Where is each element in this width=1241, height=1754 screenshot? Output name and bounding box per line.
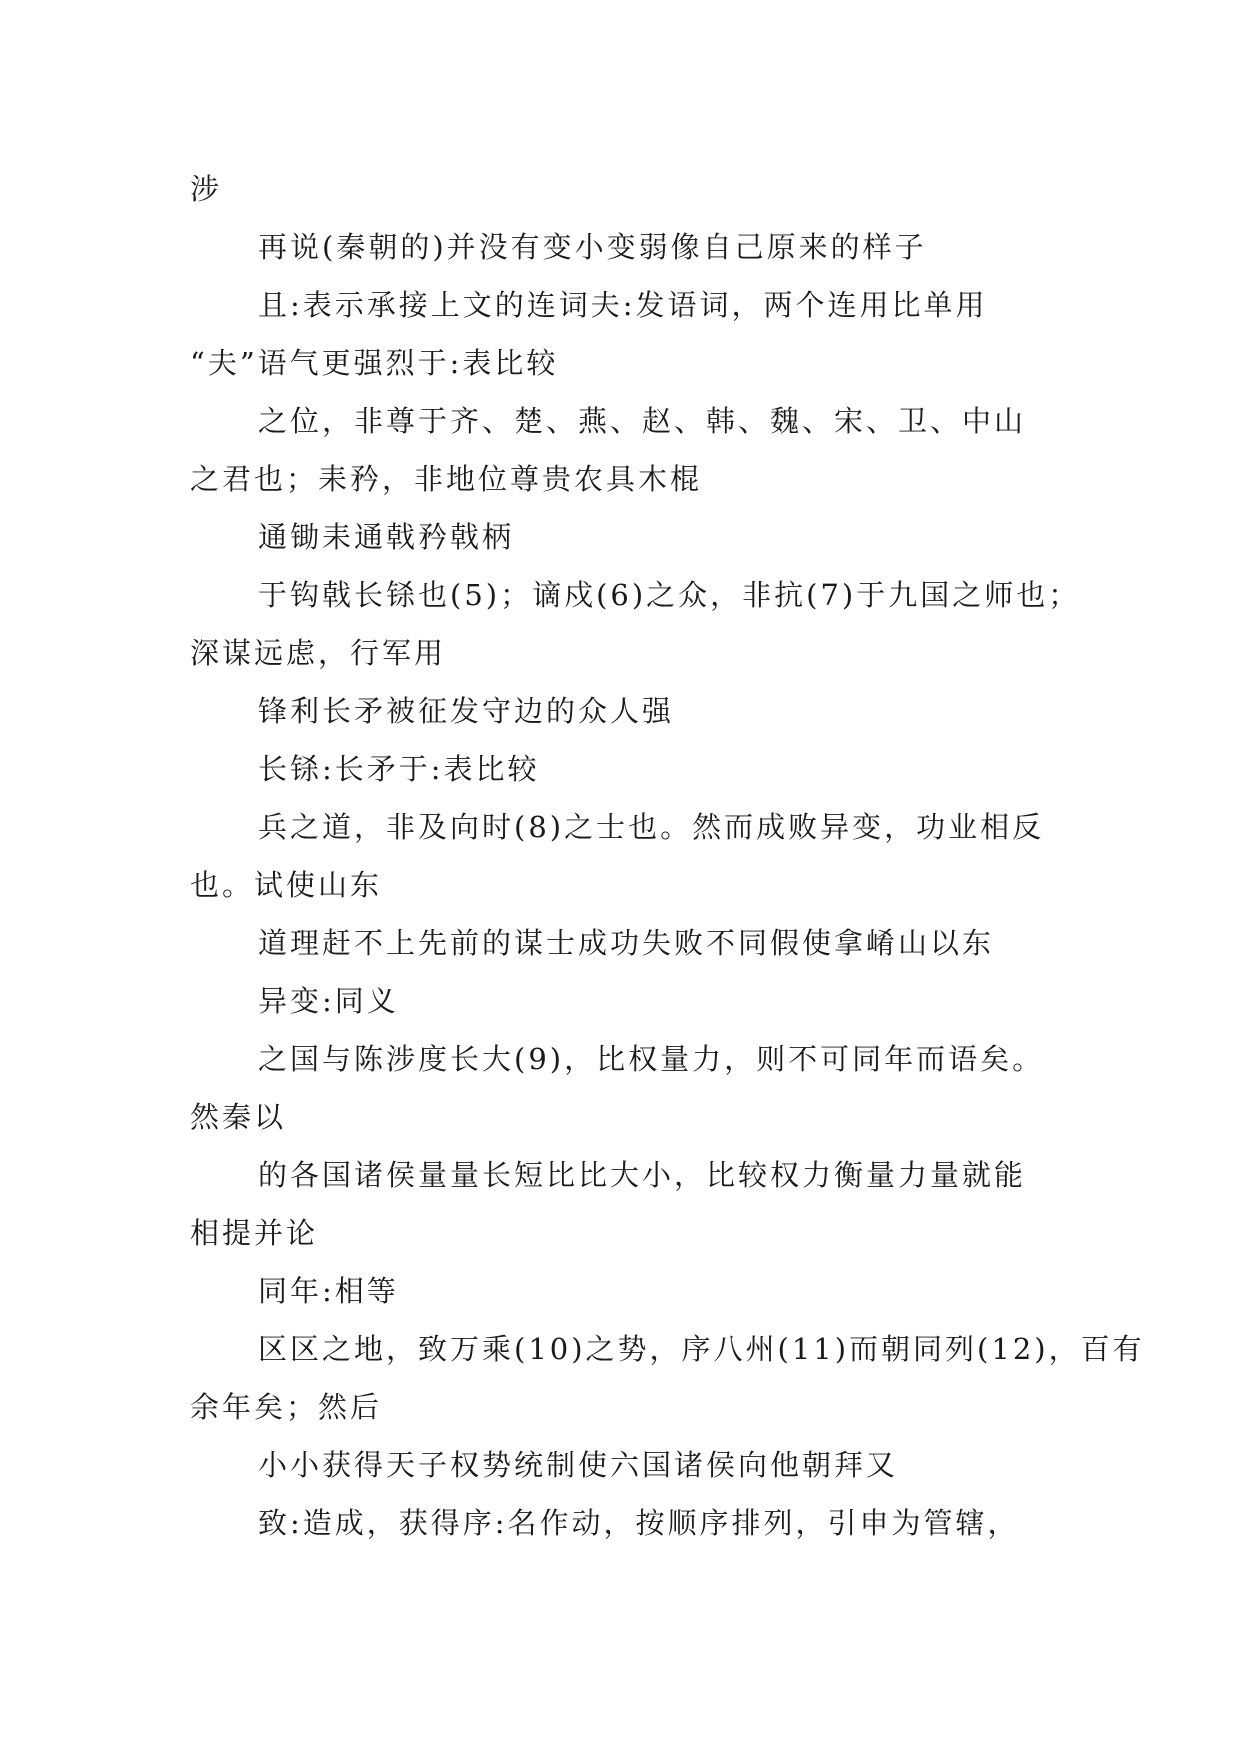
- text-line: 也。试使山东: [190, 868, 383, 902]
- text-line: 且:表示承接上文的连词夫:发语词，两个连用比单用: [258, 288, 988, 322]
- text-line: 长铩:长矛于:表比较: [258, 752, 540, 786]
- text-line: 余年矣；然后: [190, 1390, 383, 1424]
- text-line: 通锄耒通戟矜戟柄: [258, 520, 515, 554]
- text-line: 相提并论: [190, 1216, 319, 1250]
- text-line: 之位，非尊于齐、楚、燕、赵、韩、魏、宋、卫、中山: [258, 404, 1027, 438]
- text-line: 锋利长矛被征发守边的众人强: [258, 694, 675, 728]
- text-line: 之君也；耒矜，非地位尊贵农具木棍: [190, 462, 703, 496]
- text-line: 兵之道，非及向时(8)之士也。然而成败异变，功业相反: [258, 810, 1045, 844]
- text-line: 致:造成，获得序:名作动，按顺序排列，引申为管辖，: [258, 1506, 1020, 1540]
- text-line: 小小获得天子权势统制使六国诸侯向他朝拜又: [258, 1448, 899, 1482]
- document-body: [190, 160, 1145, 1552]
- text-line: 异变:同义: [258, 984, 399, 1018]
- text-line: 然秦以: [190, 1100, 287, 1134]
- text-line: 涉: [190, 172, 223, 206]
- text-line: 同年:相等: [258, 1274, 399, 1308]
- text-line: 区区之地，致万乘(10)之势，序八州(11)而朝同列(12)，百有: [258, 1332, 1145, 1366]
- text-line: 之国与陈涉度长大(9)，比权量力，则不可同年而语矣。: [258, 1042, 1045, 1076]
- text-line: 于钩戟长铩也(5)；谪戍(6)之众，非抗(7)于九国之师也；: [258, 578, 1081, 612]
- text-line: “夫”语气更强烈于:表比较: [190, 346, 559, 380]
- text-line: 再说(秦朝的)并没有变小变弱像自己原来的样子: [258, 230, 927, 264]
- text-line: 的各国诸侯量量长短比比大小，比较权力衡量力量就能: [258, 1158, 1027, 1192]
- text-line: 深谋远虑，行军用: [190, 636, 447, 670]
- text-line: 道理赶不上先前的谋士成功失败不同假使拿崤山以东: [258, 926, 995, 960]
